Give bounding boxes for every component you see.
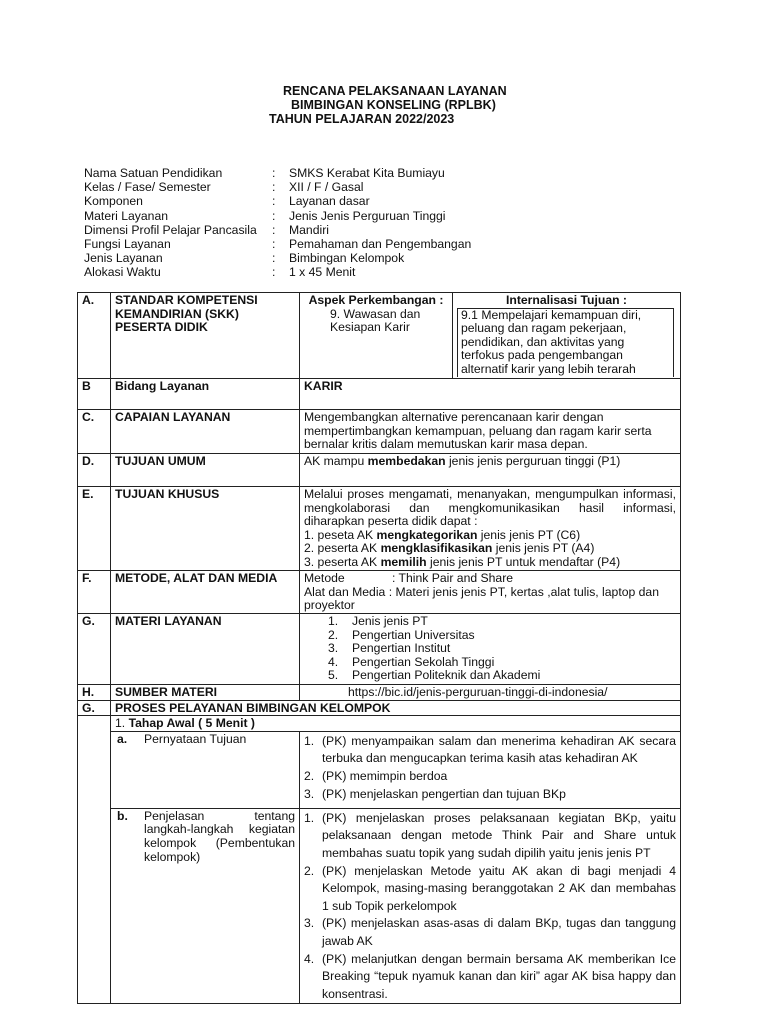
list-item: 2. peserta AK mengklasifikasikan jenis jenis PT (A4) xyxy=(304,541,595,556)
doc-title-line3: TAHUN PELAJARAN 2022/2023 xyxy=(269,112,455,126)
list-item: 4. Pengertian Sekolah Tinggi xyxy=(328,654,495,669)
internalisasi-title: Internalisasi Tujuan : xyxy=(506,293,627,307)
step-list xyxy=(304,733,676,803)
list-item: 2. (PK) memimpin berdoa xyxy=(304,768,448,783)
identity-value: XII / F / Gasal xyxy=(289,180,364,195)
row-code: D. xyxy=(78,454,111,487)
list-item: 3. (PK) menjelaskan asas-asas di dalam BKp, tugas dan tanggung jawab AK xyxy=(304,916,676,948)
row-code: H. xyxy=(78,685,111,701)
row-code: G. xyxy=(78,614,111,685)
table-row xyxy=(78,571,681,614)
table-row xyxy=(78,716,681,732)
identity-label: Fungsi Layanan xyxy=(84,236,171,251)
row-label: Bidang Layanan xyxy=(111,379,300,410)
table-row xyxy=(78,614,681,685)
row-value: Mengembangkan alternative perencanaan karir dengan mempertimbangkan kemampuan, peluang dan ragam karir serta bernalar kritis dalam memutuskan karir masa depan. xyxy=(300,410,681,454)
row-label: PROSES PELAYANAN BIMBINGAN KELOMPOK xyxy=(111,700,681,716)
row-code: A. xyxy=(78,293,111,379)
row-label: METODE, ALAT DAN MEDIA xyxy=(111,571,300,614)
row-label: MATERI LAYANAN xyxy=(111,614,300,685)
identity-value: Bimbingan Kelompok xyxy=(289,251,405,266)
row-value xyxy=(300,487,681,571)
aspek-value: 9. Wawasan dan Kesiapan Karir xyxy=(330,306,421,335)
list-item: 3. peserta AK memilih jenis jenis PT untuk mendaftar (P4) xyxy=(304,554,621,569)
doc-title-line1: RENCANA PELAKSANAAN LAYANAN xyxy=(283,84,507,98)
identity-label: Komponen xyxy=(84,194,143,209)
identity-label: Nama Satuan Pendidikan xyxy=(84,166,223,180)
identity-value: 1 x 45 Menit xyxy=(289,265,356,280)
row-label: TUJUAN KHUSUS xyxy=(111,487,300,571)
tujuan-intro: Melalui proses mengamati, menanyakan, mengumpulkan informasi, mengkolaborasi dan mengkomunikasikan hasil informasi, diharapkan peserta didik dapat : xyxy=(304,487,676,529)
step-title: Pernyataan Tujuan xyxy=(144,731,247,746)
list-item: 2. (PK) menjelaskan Metode yaitu AK akan di bagi menjadi 4 Kelompok, masing-masing beranggotakan 2 AK dan membahas 1 sub Topik perkelompok xyxy=(304,863,676,913)
internalisasi-cell xyxy=(453,293,681,379)
identity-block xyxy=(84,166,604,280)
list-item: 4. (PK) melanjutkan dengan bermain bersama AK memberikan Ice Breaking “tepuk nyamuk kanan dan kiri” agar AK bisa happy dan konsentrasi. xyxy=(304,951,676,1001)
step-title-cell xyxy=(111,808,300,1004)
tahap-heading: 1. Tahap Awal ( 5 Menit ) xyxy=(111,716,681,732)
metode-line: Metode : Think Pair and Share xyxy=(304,571,514,585)
list-item: 5. Pengertian Politeknik dan Akademi xyxy=(328,668,541,683)
materi-list xyxy=(304,615,676,683)
row-code: C. xyxy=(78,410,111,454)
table-row xyxy=(78,700,681,716)
step-content xyxy=(300,731,681,808)
identity-value: Mandiri xyxy=(289,222,329,237)
identity-value: Layanan dasar xyxy=(289,194,370,209)
identity-label: Jenis Layanan xyxy=(84,251,163,266)
row-label: CAPAIAN LAYANAN xyxy=(111,410,300,454)
list-item: 2. Pengertian Universitas xyxy=(328,627,475,642)
plan-table xyxy=(77,292,681,1004)
identity-label: Alokasi Waktu xyxy=(84,265,161,280)
step-letter: b. xyxy=(117,808,128,823)
row-value xyxy=(300,614,681,685)
row-label: TUJUAN UMUM xyxy=(111,454,300,487)
row-code: G. xyxy=(78,700,111,716)
identity-value: Jenis Jenis Perguruan Tinggi xyxy=(289,208,446,223)
aspek-cell xyxy=(300,293,453,379)
step-title-cell xyxy=(111,731,300,808)
row-code: F. xyxy=(78,571,111,614)
row-value: AK mampu membedakan jenis jenis perguruan tinggi (P1) xyxy=(300,454,681,487)
row-label: SUMBER MATERI xyxy=(111,685,300,701)
list-item: 3. (PK) menjelaskan pengertian dan tujuan BKp xyxy=(304,786,566,801)
identity-row: Jenis Layanan : Bimbingan Kelompok xyxy=(84,251,405,266)
list-item: 1. Jenis jenis PT xyxy=(328,614,428,628)
identity-row: Kelas / Fase/ Semester : XII / F / Gasal xyxy=(84,180,364,195)
table-row xyxy=(78,379,681,410)
internalisasi-value: 9.1 Mempelajari kemampuan diri, peluang dan ragam pekerjaan, pendidikan, dan aktivitas yang terfokus pada pengembangan alternatif karir yang lebih terarah xyxy=(457,308,674,377)
identity-row: Materi Layanan : Jenis Jenis Perguruan Tinggi xyxy=(84,208,446,223)
table-row xyxy=(78,731,681,808)
alat-line: Alat dan Media : Materi jenis jenis PT, kertas ,alat tulis, laptop dan proyektor xyxy=(304,584,659,613)
step-content xyxy=(300,808,681,1004)
doc-title-line2: BIMBINGAN KONSELING (RPLBK) xyxy=(291,98,496,112)
identity-row: Nama Satuan Pendidikan : SMKS Kerabat Kita Bumiayu xyxy=(84,166,445,180)
identity-label: Materi Layanan xyxy=(84,208,169,223)
table-row xyxy=(78,487,681,571)
table-row xyxy=(78,454,681,487)
list-item: 1. (PK) menjelaskan proses pelaksanaan kegiatan BKp, yaitu pelaksanaan dengan metode Think Pair and Share untuk membahas suatu topik yang sudah dipilih yaitu jenis jenis PT xyxy=(304,810,676,860)
identity-value: Pemahaman dan Pengembangan xyxy=(289,236,472,251)
identity-value: SMKS Kerabat Kita Bumiayu xyxy=(289,166,445,180)
row-label: STANDAR KOMPETENSI KEMANDIRIAN (SKK) PESERTA DIDIK xyxy=(111,293,300,379)
step-letter: a. xyxy=(117,731,128,746)
sumber-link[interactable]: https://bic.id/jenis-perguruan-tinggi-di-indonesia/ xyxy=(300,685,681,701)
step-title: Penjelasan tentang langkah-langkah kegiatan kelompok (Pembentukan kelompok) xyxy=(144,808,295,864)
identity-label: Kelas / Fase/ Semester xyxy=(84,180,211,195)
table-row xyxy=(78,685,681,701)
table-row xyxy=(78,293,681,379)
identity-row: Fungsi Layanan : Pemahaman dan Pengembangan xyxy=(84,236,472,251)
list-item: 1. peseta AK mengkategorikan jenis jenis PT (C6) xyxy=(304,527,581,542)
identity-row: Dimensi Profil Pelajar Pancasila : Mandiri xyxy=(84,222,329,237)
aspek-title: Aspek Perkembangan : xyxy=(308,293,444,307)
row-value: KARIR xyxy=(300,379,681,410)
identity-row: Alokasi Waktu : 1 x 45 Menit xyxy=(84,265,356,280)
row-code: E. xyxy=(78,487,111,571)
list-item: 1. (PK) menyampaikan salam dan menerima kehadiran AK secara terbuka dan mengucapkan terima kasih atas kehadiran AK xyxy=(304,733,676,766)
table-row xyxy=(78,410,681,454)
step-list xyxy=(304,810,676,1004)
table-row xyxy=(78,808,681,1004)
identity-row: Komponen : Layanan dasar xyxy=(84,194,370,209)
identity-label: Dimensi Profil Pelajar Pancasila xyxy=(84,222,257,237)
row-code: B xyxy=(78,379,111,410)
row-value xyxy=(300,571,681,614)
list-item: 3. Pengertian Institut xyxy=(328,641,451,656)
